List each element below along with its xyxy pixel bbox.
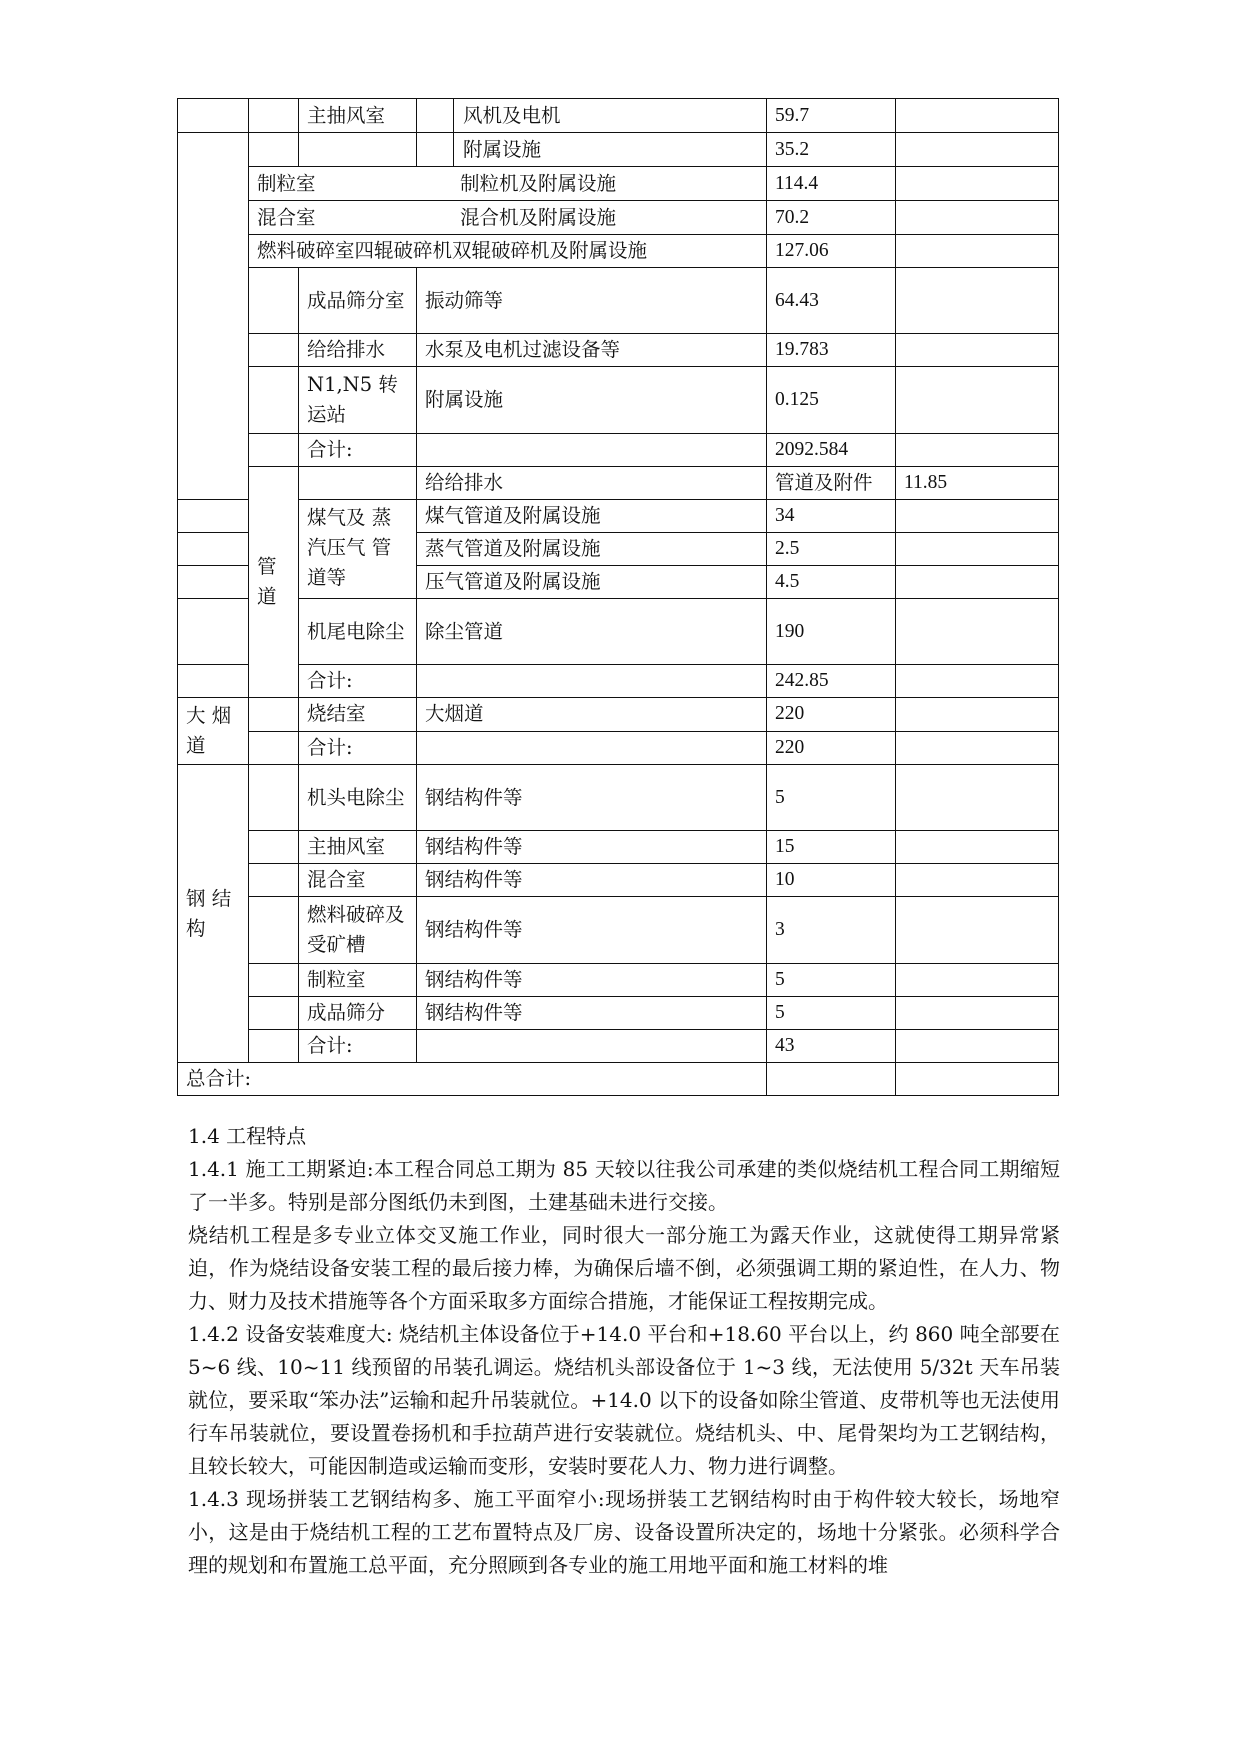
table-cell: 水泵及电机过滤设备等 bbox=[417, 334, 767, 367]
table-cell: 钢结构件等 bbox=[417, 897, 767, 964]
table-row bbox=[178, 731, 1059, 765]
table-cell: 190 bbox=[767, 599, 896, 665]
table-cell: N1,N5 转运站 bbox=[299, 367, 417, 434]
table-cell: 成品筛分室 bbox=[299, 268, 417, 334]
table-cell: 2.5 bbox=[767, 533, 896, 566]
table-cell: 管道及附件 bbox=[767, 467, 896, 500]
table-cell: 34 bbox=[767, 500, 896, 533]
subtotal-value: 2092.584 bbox=[767, 434, 896, 467]
table-cell: 70.2 bbox=[767, 201, 896, 235]
table-cell: 15 bbox=[767, 831, 896, 864]
table-cell: 64.43 bbox=[767, 268, 896, 334]
table-cell: 机尾电除尘 bbox=[299, 599, 417, 665]
subtotal-label: 合计: bbox=[299, 665, 417, 698]
table-row bbox=[178, 268, 1059, 334]
table-cell: 燃料破碎室四辊破碎机双辊破碎机及附属设施 bbox=[249, 235, 767, 268]
table-cell: 大烟道 bbox=[417, 698, 767, 732]
paragraph: 烧结机工程是多专业立体交叉施工作业，同时很大一部分施工为露天作业，这就使得工期异常紧迫，作为烧结设备安装工程的最后接力棒，为确保后墙不倒，必须强调工期的紧迫性，在人力、物力、财力及技术措施等各个方面采取多方面综合措施，才能保证工程按期完成。 bbox=[188, 1223, 1060, 1313]
table-cell: 混合室 bbox=[257, 206, 316, 229]
table-cell: 煤气及 蒸汽压气 管道等 bbox=[299, 500, 417, 599]
table-cell: 114.4 bbox=[767, 167, 896, 201]
table-cell: 5 bbox=[767, 765, 896, 831]
table-row bbox=[178, 765, 1059, 831]
table-row bbox=[178, 334, 1059, 367]
category-cell: 大 烟道 bbox=[178, 698, 249, 765]
table-row bbox=[178, 167, 1059, 201]
table-cell: 附属设施 bbox=[417, 367, 767, 434]
paragraph: 1.4.3 现场拼装工艺钢结构多、施工平面窄小:现场拼装工艺钢结构时由于构件较大较长，场地窄小，这是由于烧结机工程的工艺布置特点及厂房、设备设置所决定的，场地十分紧张。必须科学合理的规划和布置施工总平面，充分照顾到各专业的施工用地平面和施工材料的堆 bbox=[188, 1487, 1060, 1577]
table-cell: 0.125 bbox=[767, 367, 896, 434]
table-row bbox=[178, 599, 1059, 665]
table-cell: 振动筛等 bbox=[417, 268, 767, 334]
table-row bbox=[178, 665, 1059, 698]
table-cell: 11.85 bbox=[896, 467, 1059, 500]
table-cell: 机头电除尘 bbox=[299, 765, 417, 831]
table-cell: 主抽风室 bbox=[299, 99, 417, 133]
table-row bbox=[178, 964, 1059, 997]
table-row bbox=[178, 99, 1059, 133]
subtotal-value: 220 bbox=[767, 731, 896, 765]
section-body bbox=[188, 1120, 1060, 1582]
table-cell: 59.7 bbox=[767, 99, 896, 133]
table-row bbox=[178, 235, 1059, 268]
table-cell: 主抽风室 bbox=[299, 831, 417, 864]
grand-total-label: 总合计: bbox=[178, 1063, 767, 1096]
table-cell: 制粒室 bbox=[257, 172, 316, 195]
table-cell: 5 bbox=[767, 997, 896, 1030]
table-row bbox=[178, 698, 1059, 732]
table-row bbox=[178, 864, 1059, 897]
table-cell: 220 bbox=[767, 698, 896, 732]
table-row bbox=[178, 897, 1059, 964]
table-cell: 附属设施 bbox=[463, 138, 542, 161]
table-cell: 35.2 bbox=[767, 133, 896, 167]
table-cell: 给给排水 bbox=[299, 334, 417, 367]
table-cell: 钢结构件等 bbox=[417, 831, 767, 864]
table-row bbox=[178, 831, 1059, 864]
table-cell: 蒸气管道及附属设施 bbox=[417, 533, 767, 566]
table-row bbox=[178, 467, 1059, 500]
table-cell: 4.5 bbox=[767, 566, 896, 599]
paragraph: 1.4.2 设备安装难度大: 烧结机主体设备位于+14.0 平台和+18.60 平台以上，约 860 吨全部要在 5~6 线、10~11 线预留的吊装孔调运。烧结机头部设备位于 1~3 线，无法使用 5/32t 天车吊装就位，要采取“笨办法”运输和起升吊装就位。+14.0 以下的设备如除尘管道、皮带机等也无法使用行车吊装就位，要设置卷扬机和手拉葫芦进行安装就位。烧结机头、中、尾骨架均为工艺钢结构，且较长较大，可能因制造或运输而变形，安装时要花人力、物力进行调整。 bbox=[188, 1322, 1060, 1478]
table-cell: 制粒机及附属设施 bbox=[460, 172, 617, 195]
table-cell: 钢结构件等 bbox=[417, 997, 767, 1030]
table-cell: 钢结构件等 bbox=[417, 864, 767, 897]
section-heading: 1.4 工程特点 bbox=[188, 1124, 307, 1148]
table-cell: 钢结构件等 bbox=[417, 964, 767, 997]
table-cell: 3 bbox=[767, 897, 896, 964]
table-row bbox=[178, 133, 1059, 167]
table-cell: 127.06 bbox=[767, 235, 896, 268]
table-row bbox=[178, 1063, 1059, 1096]
table-cell: 混合机及附属设施 bbox=[460, 206, 617, 229]
subtotal-label: 合计: bbox=[299, 1030, 417, 1063]
table-cell: 制粒室 bbox=[299, 964, 417, 997]
table-cell: 烧结室 bbox=[299, 698, 417, 732]
category-cell: 钢 结构 bbox=[178, 765, 249, 1063]
table-cell: 19.783 bbox=[767, 334, 896, 367]
table-cell: 钢结构件等 bbox=[417, 765, 767, 831]
table-cell: 风机及电机 bbox=[463, 104, 561, 127]
table-row bbox=[178, 367, 1059, 434]
subtotal-label: 合计: bbox=[299, 731, 417, 765]
paragraph: 1.4.1 施工工期紧迫:本工程合同总工期为 85 天较以往我公司承建的类似烧结机工程合同工期缩短了一半多。特别是部分图纸仍未到图，土建基础未进行交接。 bbox=[188, 1157, 1060, 1214]
table-cell: 除尘管道 bbox=[417, 599, 767, 665]
subtotal-label: 合计: bbox=[299, 434, 417, 467]
table-cell: 燃料破碎及受矿槽 bbox=[299, 897, 417, 964]
table-cell: 混合室 bbox=[299, 864, 417, 897]
table-row bbox=[178, 997, 1059, 1030]
table-row bbox=[178, 201, 1059, 235]
table-cell: 给给排水 bbox=[417, 467, 767, 500]
category-cell: 管道 bbox=[249, 467, 299, 698]
table-row bbox=[178, 1030, 1059, 1063]
subtotal-value: 242.85 bbox=[767, 665, 896, 698]
table-cell: 10 bbox=[767, 864, 896, 897]
table-cell: 压气管道及附属设施 bbox=[417, 566, 767, 599]
table-row bbox=[178, 434, 1059, 467]
table-row bbox=[178, 500, 1059, 533]
subtotal-value: 43 bbox=[767, 1030, 896, 1063]
equipment-table bbox=[177, 98, 1059, 1096]
table-cell: 煤气管道及附属设施 bbox=[417, 500, 767, 533]
table-cell: 成品筛分 bbox=[299, 997, 417, 1030]
table-cell: 5 bbox=[767, 964, 896, 997]
